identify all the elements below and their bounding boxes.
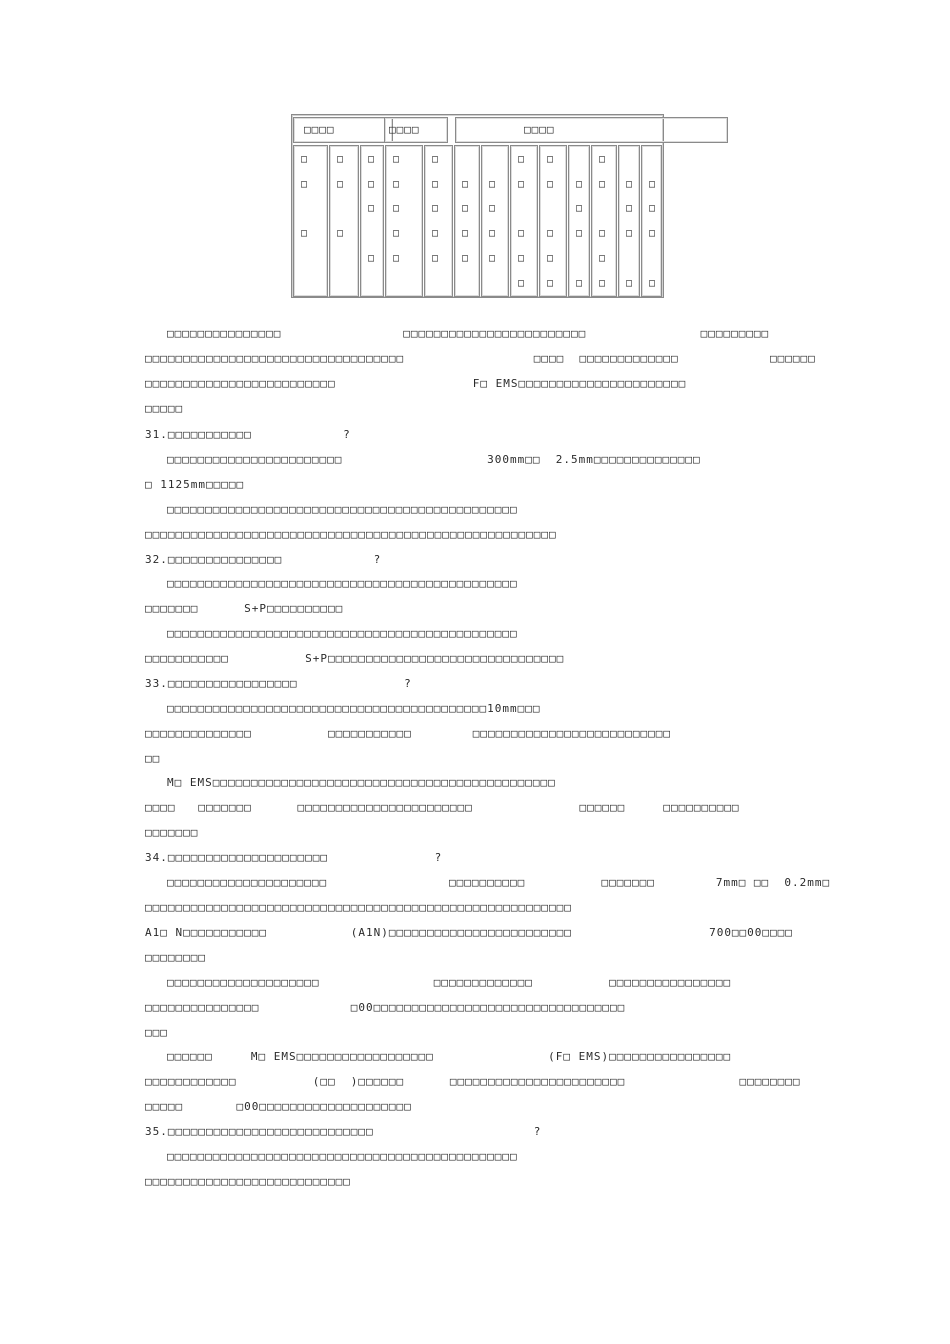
paragraph-line: □□□□□ — [145, 402, 184, 415]
paragraph-line: □□□□□□□□□□□□□□□□□□□□□□□□□□□□□□□□□□□□□□□□□□□□□□ — [167, 577, 518, 590]
table-cell-glyph: □ — [626, 179, 633, 190]
table-cell-glyph: □ — [547, 154, 554, 165]
table-cell-glyph: □ — [337, 154, 344, 165]
table-cell-glyph: □ — [518, 179, 525, 190]
table-column — [539, 145, 567, 297]
table-cell-glyph: □ — [547, 228, 554, 239]
table-cell-glyph: □ — [599, 253, 606, 264]
question-heading: 32.□□□□□□□□□□□□□□□ ? — [145, 553, 382, 566]
paragraph-line: □□□□□□□□□□□□□□□ □00□□□□□□□□□□□□□□□□□□□□□□□□□□□□□□□□□ — [145, 1001, 626, 1014]
table-cell-glyph: □ — [393, 228, 400, 239]
paragraph-line: □□□□□□□□□□□□□□□□□□□□□□□□□□□□□□□□□□□□□□□□□□□□□□ — [167, 1150, 518, 1163]
table-cell-glyph: □ — [432, 154, 439, 165]
paragraph-line: □□□□□□□□□□□□□□□□□□□□□□□□□□□□□□□□□□□□□□□□□□10mm□□□ — [167, 702, 541, 715]
table-cell-glyph: □ — [368, 253, 375, 264]
paragraph-line: □□□□□ □00□□□□□□□□□□□□□□□□□□□□ — [145, 1100, 412, 1113]
table-cell-glyph: □ — [301, 228, 308, 239]
header-table — [291, 114, 664, 298]
table-column — [360, 145, 384, 297]
paragraph-line: □□□□□□□□□□□□□□□□□□□□□□□□□□□□□□□□□□□□□□□□□□□□□□ — [167, 627, 518, 640]
table-cell-glyph: □ — [301, 179, 308, 190]
paragraph-line: □□□□□□□□□□□ S+P□□□□□□□□□□□□□□□□□□□□□□□□□□□□□□□ — [145, 652, 565, 665]
paragraph-line: M□ EMS□□□□□□□□□□□□□□□□□□□□□□□□□□□□□□□□□□□□□□□□□□□□□ — [167, 776, 556, 789]
table-cell-glyph: □ — [368, 203, 375, 214]
table-cell-glyph: □ — [576, 228, 583, 239]
table-column — [329, 145, 359, 297]
paragraph-line: □□□□□□□ S+P□□□□□□□□□□ — [145, 602, 344, 615]
table-cell-glyph: □ — [489, 203, 496, 214]
table-header-3: □□□□ — [455, 117, 728, 143]
paragraph-line: □□□ — [145, 1026, 168, 1039]
table-cell-glyph: □ — [649, 228, 656, 239]
table-column — [568, 145, 590, 297]
table-cell-glyph: □ — [576, 278, 583, 289]
question-heading: 34.□□□□□□□□□□□□□□□□□□□□□ ? — [145, 851, 443, 864]
paragraph-line: □□□□ □□□□□□□ □□□□□□□□□□□□□□□□□□□□□□□ □□□□□□ □□□□□□□□□□ — [145, 801, 740, 814]
question-heading: 35.□□□□□□□□□□□□□□□□□□□□□□□□□□□ ? — [145, 1125, 542, 1138]
table-cell-glyph: □ — [368, 154, 375, 165]
paragraph-line: □□□□□□□□□□□□ (□□ )□□□□□□ □□□□□□□□□□□□□□□□□□□□□□□ □□□□□□□□ — [145, 1075, 801, 1088]
table-cell-glyph: □ — [432, 203, 439, 214]
table-cell-glyph: □ — [649, 203, 656, 214]
table-cell-glyph: □ — [337, 228, 344, 239]
table-cell-glyph: □ — [626, 278, 633, 289]
table-cell-glyph: □ — [462, 203, 469, 214]
table-cell-glyph: □ — [576, 179, 583, 190]
table-cell-glyph: □ — [599, 228, 606, 239]
table-cell-glyph: □ — [599, 154, 606, 165]
table-cell-glyph: □ — [393, 253, 400, 264]
paragraph-line: □□□□□□□□□□□□□□□□□□□□□□□ 300mm□□ 2.5mm□□□□□□□□□□□□□□ — [167, 453, 701, 466]
question-heading: 33.□□□□□□□□□□□□□□□□□ ? — [145, 677, 412, 690]
table-cell-glyph: □ — [599, 179, 606, 190]
paragraph-line: □□□□□□□□□□□□□□□□□□□□□ □□□□□□□□□□ □□□□□□□ 7mm□ □□ 0.2mm□ — [167, 876, 831, 889]
table-cell-glyph: □ — [626, 228, 633, 239]
paragraph-line: □□□□□□□ — [145, 826, 199, 839]
paragraph-line: □□□□□□□□□□□□□□□□□□□□□□□□□□□□□□□□□□ □□□□ □□□□□□□□□□□□□ □□□□□□ — [145, 352, 816, 365]
paragraph-line: □□□□□□□□□□□□□□□□□□□□□□□□□□□□□□□□□□□□□□□□□□□□□□ — [167, 503, 518, 516]
table-cell-glyph: □ — [518, 253, 525, 264]
table-cell-glyph: □ — [393, 179, 400, 190]
table-column — [591, 145, 617, 297]
table-cell-glyph: □ — [489, 228, 496, 239]
table-column — [454, 145, 480, 297]
paragraph-line: □□□□□□□□□□□□□□□ □□□□□□□□□□□□□□□□□□□□□□□□ □□□□□□□□□ — [167, 327, 770, 340]
table-column — [481, 145, 509, 297]
table-column — [618, 145, 640, 297]
table-cell-glyph: □ — [547, 179, 554, 190]
table-header-2: □□□□ — [384, 117, 448, 143]
paragraph-line: □□□□□□□□□□□□□□ □□□□□□□□□□□ □□□□□□□□□□□□□□□□□□□□□□□□□□ — [145, 727, 671, 740]
table-header-1: □□□□ — [293, 117, 393, 143]
paragraph-line: □ 1125mm□□□□□ — [145, 478, 245, 491]
paragraph-line: A1□ N□□□□□□□□□□□ (A1N)□□□□□□□□□□□□□□□□□□□□□□□□ 700□□00□□□□ — [145, 926, 793, 939]
paragraph-line: □□ — [145, 752, 161, 765]
paragraph-line: □□□□□□□□□□□□□□□□□□□□ □□□□□□□□□□□□□ □□□□□□□□□□□□□□□□ — [167, 976, 732, 989]
table-cell-glyph: □ — [462, 228, 469, 239]
paragraph-line: □□□□□□□□□□□□□□□□□□□□□□□□□ F□ EMS□□□□□□□□□□□□□□□□□□□□□□ — [145, 377, 687, 390]
table-cell-glyph: □ — [547, 253, 554, 264]
table-cell-glyph: □ — [599, 278, 606, 289]
table-cell-glyph: □ — [489, 253, 496, 264]
table-column — [510, 145, 538, 297]
question-heading: 31.□□□□□□□□□□□ ? — [145, 428, 351, 441]
table-cell-glyph: □ — [576, 203, 583, 214]
table-cell-glyph: □ — [462, 179, 469, 190]
table-cell-glyph: □ — [518, 228, 525, 239]
table-cell-glyph: □ — [649, 278, 656, 289]
table-column — [641, 145, 662, 297]
table-cell-glyph: □ — [301, 154, 308, 165]
table-cell-glyph: □ — [518, 278, 525, 289]
paragraph-line: □□□□□□□□□□□□□□□□□□□□□□□□□□□□□□□□□□□□□□□□□□□□□□□□□□□□□□ — [145, 528, 557, 541]
paragraph-line: □□□□□□□□□□□□□□□□□□□□□□□□□□□□□□□□□□□□□□□□□□□□□□□□□□□□□□□□ — [145, 901, 572, 914]
table-cell-glyph: □ — [432, 179, 439, 190]
paragraph-line: □□□□□□□□□□□□□□□□□□□□□□□□□□□ — [145, 1175, 351, 1188]
table-column — [293, 145, 328, 297]
table-cell-glyph: □ — [337, 179, 344, 190]
table-cell-glyph: □ — [432, 228, 439, 239]
table-column — [385, 145, 423, 297]
table-cell-glyph: □ — [489, 179, 496, 190]
table-cell-glyph: □ — [368, 179, 375, 190]
table-cell-glyph: □ — [462, 253, 469, 264]
table-cell-glyph: □ — [649, 179, 656, 190]
table-cell-glyph: □ — [393, 154, 400, 165]
paragraph-line: □□□□□□ M□ EMS□□□□□□□□□□□□□□□□□□ (F□ EMS)□□□□□□□□□□□□□□□□ — [167, 1050, 732, 1063]
table-cell-glyph: □ — [432, 253, 439, 264]
table-cell-glyph: □ — [393, 203, 400, 214]
table-cell-glyph: □ — [518, 154, 525, 165]
table-cell-glyph: □ — [626, 203, 633, 214]
table-cell-glyph: □ — [547, 278, 554, 289]
table-column — [424, 145, 453, 297]
paragraph-line: □□□□□□□□ — [145, 951, 206, 964]
